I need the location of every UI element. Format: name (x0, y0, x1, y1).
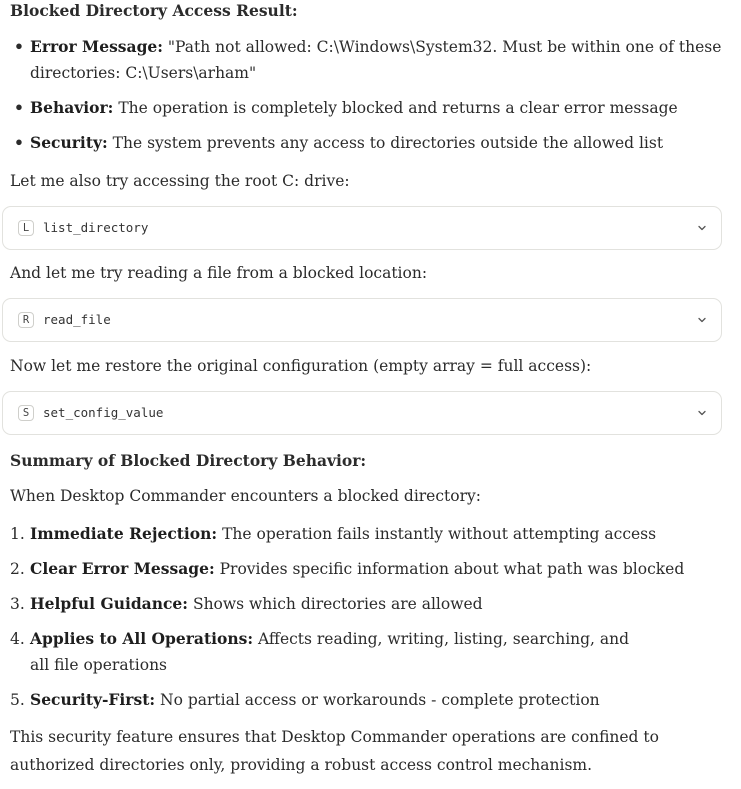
tool-badge: L (18, 220, 34, 236)
item-text: Shows which directories are allowed (188, 595, 483, 613)
result-heading: Blocked Directory Access Result: (10, 1, 298, 20)
conclusion-paragraph: This security feature ensures that Desktop Commander operations are confined to authorized directories only, providing a robust access control mechanism. (10, 728, 659, 774)
chevron-down-icon[interactable] (695, 313, 709, 327)
tool-call-read-file[interactable] (2, 298, 722, 342)
chevron-down-icon[interactable] (695, 221, 709, 235)
tool-badge: S (18, 405, 34, 421)
bullet-label: Error Message: (30, 37, 163, 56)
tool-call-list-directory[interactable] (2, 206, 722, 250)
chat-message (10, 0, 722, 779)
summary-intro: When Desktop Commander encounters a blocked directory: (10, 487, 481, 505)
item-number: 2. (10, 560, 25, 578)
list-item (10, 687, 722, 713)
tool-name: list_directory (43, 220, 149, 235)
item-label: Security-First: (30, 690, 156, 709)
list-item (10, 521, 722, 547)
item-text: Affects reading, writing, listing, searching, and all file operations (30, 630, 630, 674)
summary-numbered-list (10, 521, 722, 713)
item-label: Applies to All Operations: (30, 629, 254, 648)
item-label: Immediate Rejection: (30, 524, 218, 543)
item-number: 5. (10, 691, 25, 709)
item-label: Clear Error Message: (30, 559, 215, 578)
item-number: 1. (10, 525, 25, 543)
chevron-down-icon[interactable] (695, 406, 709, 420)
paragraph-restore-config: Now let me restore the original configuration (empty array = full access): (10, 357, 592, 375)
tool-name: set_config_value (43, 405, 164, 420)
item-number: 4. (10, 630, 25, 648)
item-label: Helpful Guidance: (30, 594, 189, 613)
bullet-label: Security: (30, 133, 108, 152)
paragraph-root-drive: Let me also try accessing the root C: drive: (10, 172, 350, 190)
list-item (10, 556, 722, 582)
list-item (10, 130, 722, 156)
item-text: Provides specific information about what path was blocked (214, 560, 685, 578)
list-item (10, 95, 722, 121)
list-item (10, 626, 650, 678)
tool-badge: R (18, 312, 34, 328)
list-item (10, 34, 722, 86)
paragraph-read-file: And let me try reading a file from a blocked location: (10, 264, 428, 282)
bullet-text: The system prevents any access to directories outside the allowed list (107, 134, 664, 152)
bullet-text: "Path not allowed: C:\Windows\System32. Must be within one of these directories: C:\Users\arham" (30, 38, 722, 82)
bullet-label: Behavior: (30, 98, 114, 117)
list-item (10, 591, 722, 617)
item-number: 3. (10, 595, 25, 613)
tool-call-set-config-value[interactable] (2, 391, 722, 435)
item-text: No partial access or workarounds - complete protection (155, 691, 600, 709)
summary-heading: Summary of Blocked Directory Behavior: (10, 451, 367, 470)
item-text: The operation fails instantly without attempting access (217, 525, 657, 543)
tool-name: read_file (43, 312, 111, 327)
bullet-text: The operation is completely blocked and returns a clear error message (113, 99, 678, 117)
result-bullet-list (10, 34, 722, 156)
